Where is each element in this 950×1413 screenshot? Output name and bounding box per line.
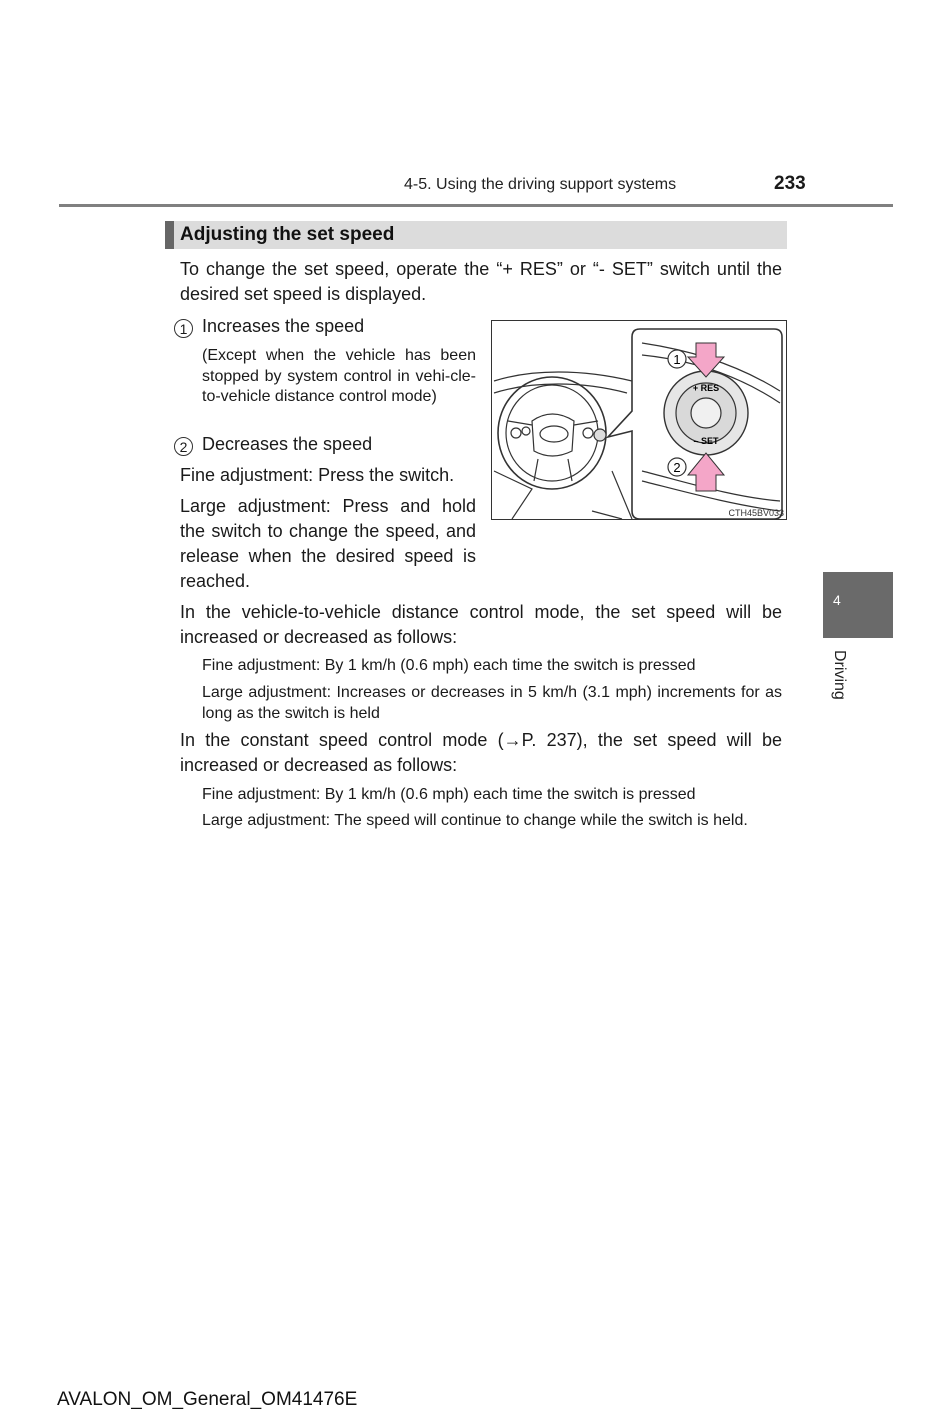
heading-marker — [165, 221, 174, 249]
item-2-label: Decreases the speed — [202, 434, 373, 454]
distance-mode-large: Large adjustment: Increases or decreases in 5 km/h (3.1 mph) increments for as long as the switch is held — [202, 684, 782, 722]
item-2-number: 2 — [174, 437, 193, 456]
distance-mode-text: In the vehicle-to-vehicle distance control mode, the set speed will be increased or decreased as follows: — [180, 602, 782, 647]
header-rule — [59, 204, 893, 207]
section-title: 4-5. Using the driving support systems — [404, 176, 677, 193]
item-1-label: Increases the speed — [202, 316, 365, 336]
constant-mode-fine: Fine adjustment: By 1 km/h (0.6 mph) each time the switch is pressed — [202, 786, 696, 803]
steering-switch-illustration — [491, 320, 787, 520]
constant-mode-large: Large adjustment: The speed will continue to change while the switch is held. — [202, 812, 748, 829]
large-adjustment: Large adjustment: Press and hold the switch to change the speed, and release when the desired speed is reached. — [180, 496, 476, 591]
section-heading — [165, 221, 787, 249]
heading-text: Adjusting the set speed — [180, 224, 395, 245]
chapter-tab[interactable] — [823, 572, 893, 638]
constant-mode-text: In the constant speed control mode (→P. 237), the set speed will be increased or decreased as follows: — [180, 730, 782, 775]
fine-adjustment: Fine adjustment: Press the switch. — [180, 465, 455, 485]
chapter-tab-number: 4 — [833, 592, 841, 608]
res-label: + RES — [692, 383, 720, 393]
callout-1: 1 — [673, 352, 681, 367]
set-label: – SET — [693, 436, 719, 446]
item-1-note: (Except when the vehicle has been stopped by system control in vehi-cle-to-vehicle distance control mode) — [202, 347, 476, 405]
illustration-svg — [492, 321, 787, 520]
page-number: 233 — [774, 173, 806, 194]
chapter-tab-label: Driving — [831, 650, 848, 700]
figure-code: CTH45BV033 — [728, 508, 784, 518]
intro-paragraph: To change the set speed, operate the “+ RES” or “- SET” switch until the desired set speed is displayed. — [180, 259, 782, 304]
item-1-number: 1 — [174, 319, 193, 338]
callout-2: 2 — [673, 460, 681, 475]
distance-mode-fine: Fine adjustment: By 1 km/h (0.6 mph) each time the switch is pressed — [202, 657, 696, 674]
footer-doc-id: AVALON_OM_General_OM41476E — [57, 1389, 358, 1410]
